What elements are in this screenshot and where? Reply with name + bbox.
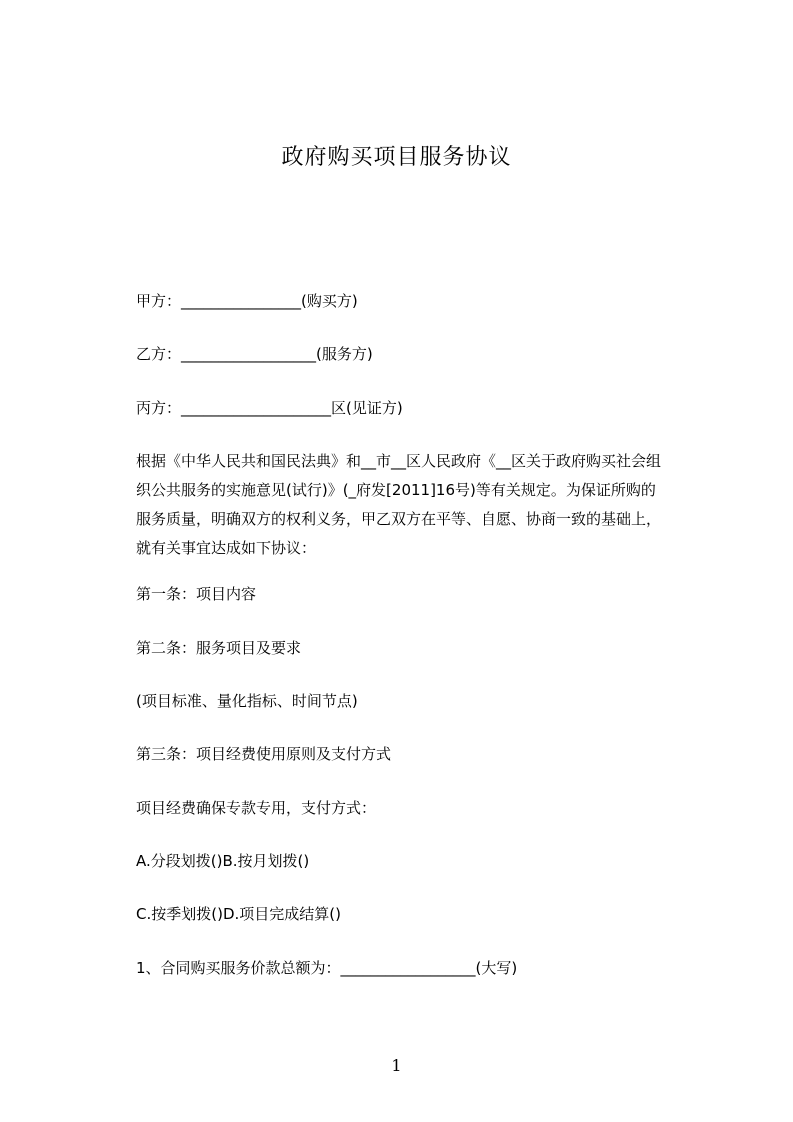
- article-2-note: (项目标准、量化指标、时间节点): [136, 692, 358, 710]
- preamble-paragraph: [136, 447, 666, 563]
- article-2-heading: 第二条：服务项目及要求: [136, 639, 302, 657]
- funding-note: 项目经费确保专款专用，支付方式：: [136, 799, 377, 817]
- clause-1-total-price: 1、合同购买服务价款总额为：__________________(大写): [136, 959, 518, 977]
- party-c-line: 丙方：____________________区(见证方): [136, 399, 403, 417]
- party-a-line: 甲方：________________(购买方): [136, 292, 358, 310]
- page-number: 1: [391, 1056, 402, 1075]
- article-3-heading: 第三条：项目经费使用原则及支付方式: [136, 745, 392, 763]
- party-b-line: 乙方：__________________(服务方): [136, 345, 373, 363]
- preamble-text: 根据《中华人民共和国民法典》和__市__区人民政府《__区关于政府购买社会组织公共服务的实施意见(试行)》(_府发[2011]16号)等有关规定。为保证所购的服务质量，明确双方的权利义务，甲乙双方在平等、自愿、协商一致的基础上，就有关事宜达成如下协议：: [136, 452, 662, 557]
- article-1-heading: 第一条：项目内容: [136, 585, 257, 603]
- document-title: 政府购买项目服务协议: [281, 145, 512, 170]
- payment-option-ab: A.分段划拨()B.按月划拨(): [136, 852, 310, 870]
- payment-option-cd: C.按季划拨()D.项目完成结算(): [136, 905, 341, 923]
